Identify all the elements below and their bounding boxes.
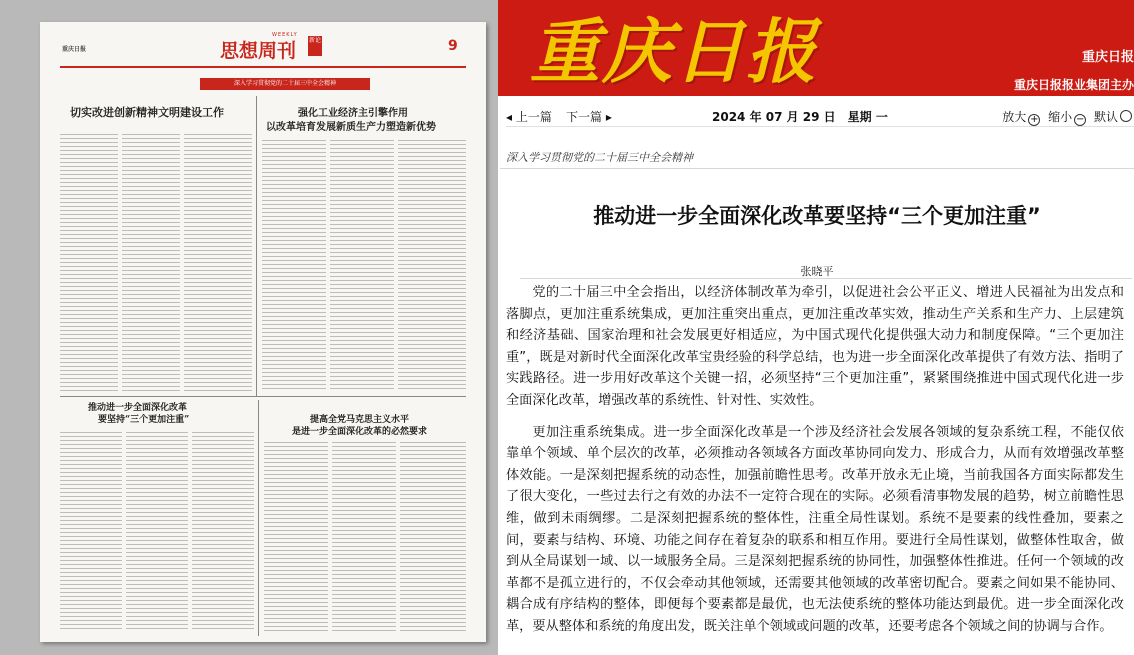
prev-arrow-icon: ◂: [506, 110, 513, 124]
next-article-link[interactable]: [566, 108, 612, 125]
publisher-label: 重庆日报报业集团主办: [1013, 78, 1134, 92]
page-headline-3-sub[interactable]: 要坚持“三个更加注重”: [98, 415, 190, 425]
prev-article-label: 上一篇: [515, 110, 552, 124]
page-headline-4-sub[interactable]: 是进一步全面深化改革的必然要求: [292, 427, 428, 437]
minus-icon: −: [1075, 114, 1085, 125]
article-nav-bar: [506, 104, 1134, 126]
zoom-in-button[interactable]: [1000, 110, 1040, 124]
text-column: [330, 140, 394, 392]
article-paragraph: 更加注重系统集成。进一步全面深化改革是一个涉及经济社会发展各领域的复杂系统工程，不能仅依靠单个领域、单个层次的改革，必须推动各领域各方面改革协同向发力、形成合力，从而有效增强改革整体效能。一是深刻把握系统的动态性，加强前瞻性思考。改革开放永无止境，当前我国各方面实际都发生了很大变化，一些过去行之有效的办法不一定符合现在的实际。必须看清事物发展的趋势，树立前瞻性思维，做到未雨绸缪。二是深刻把握系统的整体性，注重全局性谋划。系统不是要素的线性叠加，要素之间，要素与结构、环境、功能之间存在着复杂的联系和相互作用。要进行全局性谋划，做整体性取舍，做到从全局谋划一域、以一域服务全局。三是深刻把握系统的协同性，加强整体性推进。任何一个领域的改革都不是孤立进行的，不仅会牵动其他领域，还需要其他领域的改革密切配合。要素之间如果不能协同、耦合成有序结构的整体，即便每个要素都是最优，也无法使系统的整体功能达到最优。进一步全面深化改革，要从整体和系统的角度出发，既关注单个领域或问题的改革，还要考虑各个领域之间的协调与合作。: [506, 424, 1124, 634]
page-headline-2[interactable]: 强化工业经济主引擎作用: [298, 108, 408, 119]
text-column: [60, 432, 122, 632]
zoom-out-button[interactable]: [1046, 110, 1086, 124]
text-column: [60, 134, 118, 392]
issue-date: 2024 年 07 月 29 日 星期 一: [712, 110, 888, 124]
page-headline-3[interactable]: 推动进一步全面深化改革: [88, 403, 188, 413]
next-article-label: 下一篇: [566, 110, 603, 124]
zoom-out-label: 缩小: [1048, 110, 1073, 124]
newspaper-page-image[interactable]: [40, 22, 486, 642]
author-divider: [520, 278, 1132, 279]
section-divider: [60, 396, 466, 397]
text-column: [262, 140, 326, 392]
plus-icon: +: [1030, 114, 1039, 125]
text-column: [264, 442, 328, 632]
text-column: [400, 442, 466, 632]
text-column: [332, 442, 396, 632]
zoom-default-button[interactable]: [1092, 110, 1132, 124]
next-arrow-icon: ▸: [605, 110, 612, 124]
page-top-rule: [60, 66, 466, 68]
article-title: 推动进一步全面深化改革要坚持“三个更加注重”: [593, 204, 1041, 228]
page-headline-4[interactable]: 提高全党马克思主义水平: [310, 415, 410, 425]
column-divider: [256, 96, 257, 396]
section-title: 思想周刊: [220, 40, 297, 62]
page-headline-2-sub[interactable]: 以改革培育发展新质生产力塑造新优势: [266, 122, 436, 133]
kicker-divider: [500, 168, 1134, 169]
text-column: [184, 134, 252, 392]
zoom-in-label: 放大: [1002, 110, 1027, 124]
page-headline-1[interactable]: 切实改进创新精神文明建设工作: [70, 106, 224, 119]
text-column: [398, 140, 466, 392]
text-column: [122, 134, 180, 392]
masthead-logo[interactable]: 重庆日报: [530, 9, 818, 93]
page-thumbnail-panel: [0, 0, 498, 655]
article-kicker: 深入学习贯彻党的二十届三中全会精神: [506, 151, 693, 164]
column-divider: [258, 400, 259, 636]
zoom-controls: [998, 108, 1132, 126]
article-author: 张晓平: [800, 265, 834, 278]
zoom-default-label: 默认: [1093, 110, 1118, 124]
prev-article-link[interactable]: [506, 108, 552, 125]
article-body: [506, 282, 1124, 638]
brand-name[interactable]: 重庆日报: [1081, 50, 1134, 65]
radio-icon: [1120, 110, 1132, 122]
section-tag: 新论: [308, 36, 322, 56]
text-column: [126, 432, 188, 632]
page-number: 9: [448, 38, 458, 54]
weekly-label: WEEKLY: [272, 32, 298, 38]
page-logo: 重庆日报: [62, 46, 87, 53]
article-paragraph: 党的二十届三中全会指出，以经济体制改革为牵引，以促进社会公平正义、增进人民福祉为出发点和落脚点，更加注重系统集成，更加注重突出重点，更加注重改革实效，推动生产关系和生产力、上层建筑和经济基础、国家治理和社会发展更好相适应，为中国式现代化提供强大动力和制度保障。“三个更加注重”，既是对新时代全面深化改革宝贵经验的科学总结，也为进一步全面深化改革提供了有效方法、指明了实践路径。进一步用好改革这个关键一招，必须坚持“三个更加注重”，紧紧围绕推进中国式现代化进一步全面深化改革，增强改革的系统性、针对性、实效性。: [506, 285, 1124, 408]
page-banner: 深入学习贯彻党的二十届三中全会精神: [200, 78, 370, 90]
nav-divider: [506, 126, 1134, 127]
text-column: [192, 432, 254, 632]
